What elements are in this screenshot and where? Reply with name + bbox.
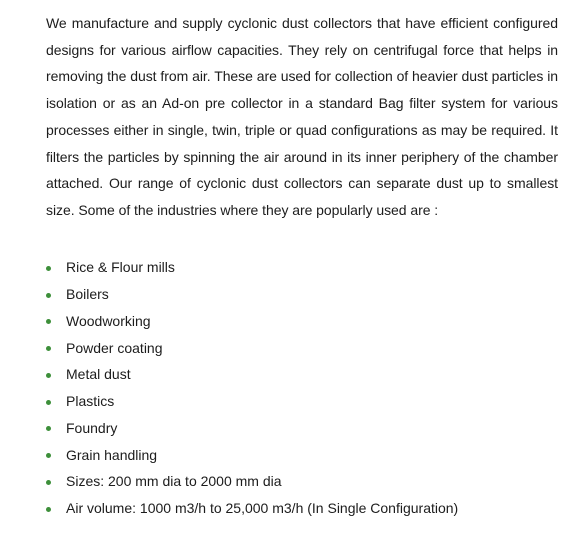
- bullet-dot-icon: [46, 346, 51, 351]
- bullet-dot-icon: [46, 400, 51, 405]
- bullet-dot-icon: [46, 293, 51, 298]
- list-item-text: Grain handling: [66, 446, 158, 463]
- bullet-dot-icon: [46, 373, 51, 378]
- industries-list: [46, 254, 458, 522]
- bullet-dot-icon: [46, 319, 51, 324]
- list-item-text: Sizes: 200 mm dia to 2000 mm dia: [66, 473, 282, 490]
- bullet-dot-icon: [46, 426, 51, 431]
- list-item-text: Boilers: [66, 286, 109, 303]
- list-item: [46, 495, 458, 522]
- list-item-text: Air volume: 1000 m3/h to 25,000 m3/h (In Single Configuration): [66, 500, 459, 517]
- bullet-dot-icon: [46, 480, 51, 485]
- list-item-text: Woodworking: [66, 312, 151, 329]
- list-item: [46, 361, 458, 388]
- list-item: [46, 415, 458, 442]
- list-item-text: Rice & Flour mills: [66, 259, 175, 276]
- list-item-text: Foundry: [66, 419, 118, 436]
- list-item: [46, 388, 458, 415]
- list-item: [46, 334, 458, 361]
- bullet-dot-icon: [46, 453, 51, 458]
- list-item: [46, 308, 458, 335]
- list-item: [46, 468, 458, 495]
- list-item-text: Metal dust: [66, 366, 131, 383]
- list-item: [46, 441, 458, 468]
- bullet-dot-icon: [46, 266, 51, 271]
- list-item-text: Powder coating: [66, 339, 163, 356]
- bullet-dot-icon: [46, 507, 51, 512]
- list-item: [46, 281, 458, 308]
- list-item: [46, 254, 458, 281]
- list-item-text: Plastics: [66, 393, 115, 410]
- intro-paragraph: We manufacture and supply cyclonic dust collectors that have efficient configured designs for various airflow capacities. They rely on centrifugal force that helps in removing the dust from air. These are used for collection of heavier dust particles in isolation or as an Ad-on pre collector in a standard Bag filter system for various processes either in single, twin, triple or quad configurations as may be required. It filters the particles by spinning the air around in its inner periphery of the chamber attached. Our range of cyclonic dust collectors can separate dust up to smallest size. Some of the industries where they are popularly used are :: [46, 15, 558, 218]
